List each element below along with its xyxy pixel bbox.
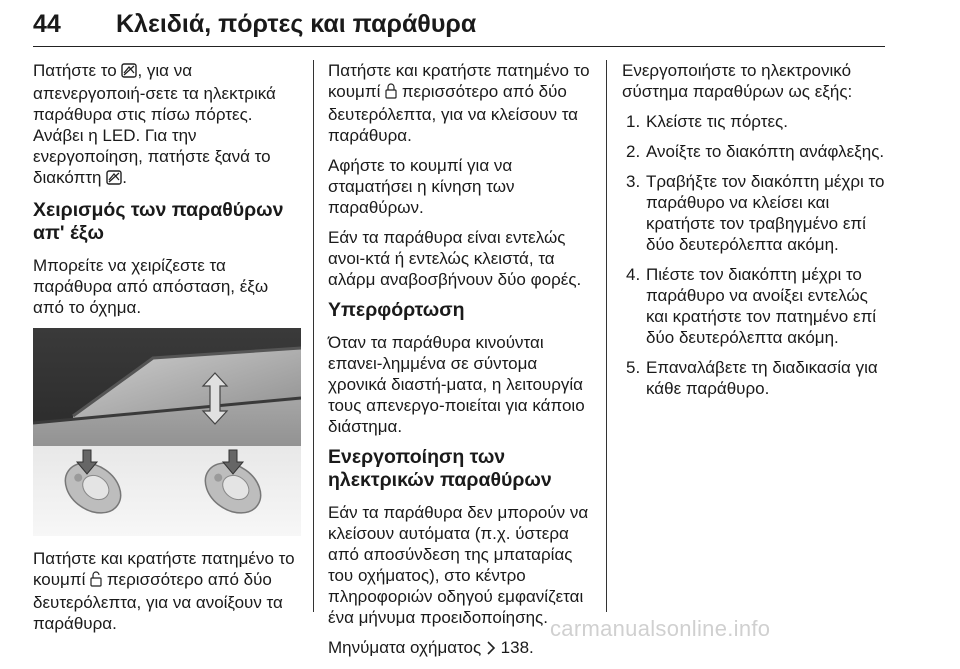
page-title: Κλειδιά, πόρτες και παράθυρα — [116, 10, 477, 38]
column-divider — [313, 60, 314, 612]
paragraph-close-windows: Πατήστε και κρατήστε πατημένο το κουμπί περισσότερο από δύο δευτερόλεπτα, για να κλείσουν τα παράθυρα. — [328, 61, 590, 145]
unlock-icon — [90, 571, 102, 592]
paragraph-open-windows: Πατήστε και κρατήστε πατημένο το κουμπί περισσότερο από δύο δευτερόλεπτα, για να ανοίξουν τα παράθυρα. — [33, 549, 295, 633]
window-lock-icon — [121, 62, 137, 83]
section-heading-activate: Ενεργοποίηση των ηλεκτρικών παραθύρων — [328, 446, 552, 491]
paragraph-activation-intro: Ενεργοποιήστε το ηλεκτρονικό σύστημα παραθύρων ως εξής: — [622, 61, 853, 101]
page-number: 44 — [33, 10, 61, 38]
list-item: 1. Κλείστε τις πόρτες. — [626, 112, 788, 131]
section-heading-overload: Υπερφόρτωση — [328, 299, 465, 321]
paragraph-remote: Μπορείτε να χειρίζεστε τα παράθυρα από απόσταση, έξω από το όχημα. — [33, 256, 269, 317]
list-item: 3. Τραβήξτε τον διακόπτη μέχρι το παράθυρο να κλείσει και κρατήστε τον τραβηγμένο επί δύο δευτερόλεπτα ακόμη. — [626, 172, 885, 254]
remote-window-illustration — [33, 328, 301, 536]
section-heading-remote: Χειρισμός των παραθύρων απ' έξω — [33, 199, 284, 244]
watermark: carmanualsonline.info — [550, 616, 771, 641]
paragraph-release: Αφήστε το κουμπί για να σταματήσει η κίνηση των παραθύρων. — [328, 156, 515, 217]
window-lock-icon — [106, 169, 122, 190]
column-1 — [33, 60, 301, 643]
paragraph-vehicle-messages: Μηνύματα οχήματος 138. — [328, 637, 593, 660]
column-divider — [606, 60, 607, 612]
column-2 — [328, 60, 593, 669]
paragraph-child-lock: Πατήστε το , για να απενεργοποιή-σετε τα ηλεκτρικά παράθυρα στις πίσω πόρτες. Ανάβει η LED. Για την ενεργοποίηση, πατήστε ξανά το διακόπτη . — [33, 60, 301, 190]
activation-steps — [622, 111, 892, 399]
list-item: 4. Πιέστε τον διακόπτη μέχρι το παράθυρο να ανοίξει εντελώς και κρατήστε τον πατημένο επί δύο δευτερόλεπτα ακόμη. — [626, 265, 877, 347]
paragraph-hazard-flash: Εάν τα παράθυρα είναι εντελώς ανοι-κτά ή εντελώς κλειστά, τα αλάρμ αναβοσβήνουν δύο φορές. — [328, 228, 582, 289]
list-item: 5. Επαναλάβετε τη διαδικασία για κάθε παράθυρο. — [626, 358, 878, 398]
paragraph-overload: Όταν τα παράθυρα κινούνται επανει-λημμένα σε σύντομα χρονικά διαστή-ματα, η λειτουργία τους απενεργο-ποιείται για κάποιο διάστημα. — [328, 333, 585, 436]
column-3 — [622, 60, 892, 408]
page-reference-arrow-icon — [486, 639, 496, 660]
lock-icon — [385, 83, 397, 104]
list-item: 2. Ανοίξτε το διακόπτη ανάφλεξης. — [626, 142, 885, 161]
page-header — [33, 6, 885, 47]
paragraph-activate: Εάν τα παράθυρα δεν μπορούν να κλείσουν αυτόματα (π.χ. ύστερα από αποσύνδεση της μπαταρίας του οχήματος), στο κέντρο πληροφοριών οδηγού εμφανίζεται ένα μήνυμα προειδοποίησης. — [328, 503, 589, 627]
